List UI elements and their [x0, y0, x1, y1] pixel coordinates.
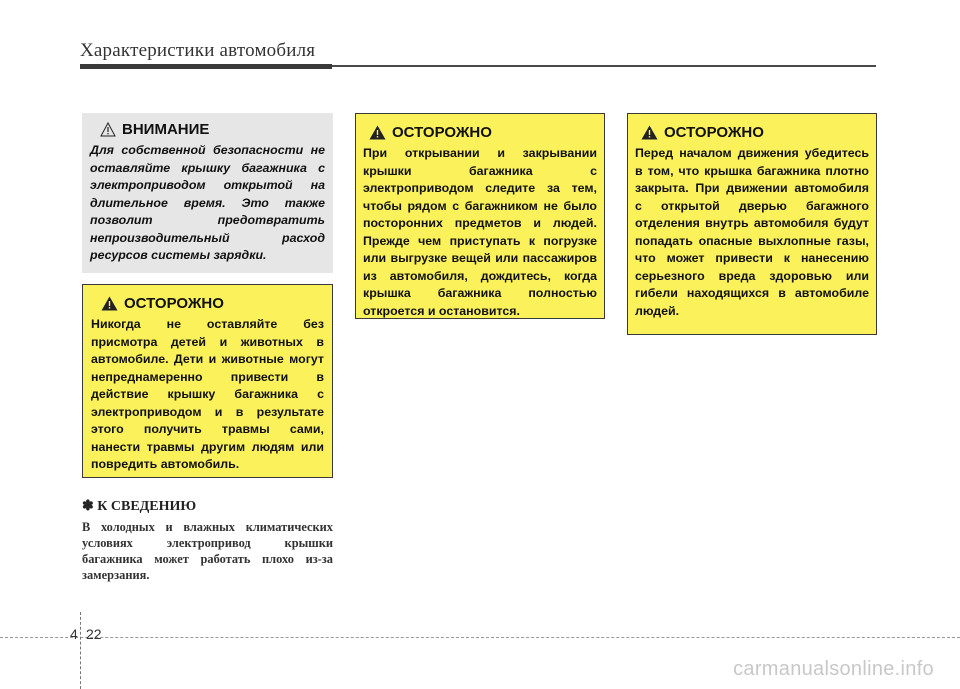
header-rule-accent	[80, 64, 332, 69]
warning-right-heading-row	[635, 124, 869, 141]
warning-left-text: Никогда не оставляйте без присмотра детей и животных в автомобиле. Дети и животные могут непреднамеренно привести в действие крышку багажника с электроприводом и в результате этого получить травмы сами, нанести травмы другим людям или повредить автомобиль.	[91, 317, 324, 471]
chapter-number: 4	[70, 626, 78, 642]
warning-box-right	[627, 113, 877, 335]
warning-middle-heading-row	[363, 124, 597, 141]
warning-triangle-icon	[641, 125, 658, 140]
page-number: 22	[86, 626, 102, 642]
watermark-text: carmanualsonline.info	[733, 658, 934, 680]
footer-dashed-divider	[80, 612, 82, 689]
warning-left-heading-row	[91, 295, 324, 312]
warning-triangle-icon	[369, 125, 386, 140]
footer-dashed-rule	[0, 637, 960, 638]
attention-text: Для собственной безопасности не оставляйте крышку багажника с электроприводом открытой на длительное время. Это также позволит предотвратить непроизводительный расход ресурсов системы зарядки.	[90, 143, 325, 262]
note-text: В холодных и влажных климатических условиях электропривод крышки багажника может работать плохо из-за замерзания.	[82, 520, 333, 582]
warning-right-heading: ОСТОРОЖНО	[664, 124, 764, 141]
warning-middle-text: При открывании и закрывании крышки багажника с электроприводом следите за тем, чтобы рядом с багажником не было посторонних предметов и людей. Прежде чем приступать к погрузке или выгрузке вещей или пассажиров из автомобиля, дождитесь, когда крышка багажника полностью откроется и остановится.	[363, 146, 597, 318]
warning-right-text: Перед началом движения убедитесь в том, что крышка багажника плотно закрыта. При движении автомобиля с открытой дверью багажного отделения внутрь автомобиля будут попадать опасные выхлопные газы, что может привести к нанесению серьезного вреда здоровью или гибели находящихся в автомобиле людей.	[635, 146, 869, 318]
page-header-title: Характеристики автомобиля	[80, 40, 316, 61]
attention-heading-row	[90, 121, 325, 138]
warning-triangle-icon	[101, 296, 118, 311]
note-title: ✽ К СВЕДЕНИЮ	[82, 499, 197, 514]
warning-box-left	[82, 284, 333, 478]
caution-triangle-icon	[100, 122, 116, 137]
attention-heading: ВНИМАНИЕ	[122, 121, 210, 138]
warning-middle-heading: ОСТОРОЖНО	[392, 124, 492, 141]
warning-left-heading: ОСТОРОЖНО	[124, 295, 224, 312]
warning-box-middle	[355, 113, 605, 319]
attention-box	[82, 113, 333, 273]
